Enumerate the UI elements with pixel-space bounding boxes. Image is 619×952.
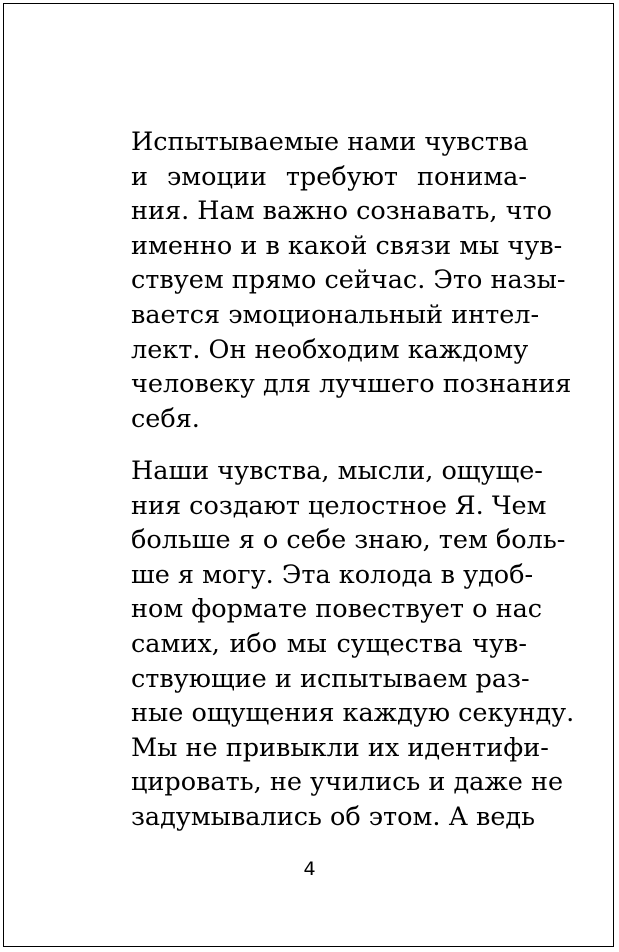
text-line: и эмоции требуют понима- bbox=[131, 161, 527, 192]
text-line: ствуем прямо сейчас. Это назы- bbox=[131, 265, 566, 296]
text-line: ные ощущения каждую секунду. bbox=[131, 698, 575, 729]
text-line: именно и в какой связи мы чув- bbox=[131, 230, 563, 261]
text-line: самих, ибо мы существа чув- bbox=[131, 628, 527, 659]
text-line: ше я могу. Эта колода в удоб- bbox=[131, 559, 534, 590]
text-line: лект. Он необходим каждому bbox=[131, 334, 529, 365]
text-line: себя. bbox=[131, 403, 200, 434]
page-number: 4 bbox=[303, 858, 316, 880]
text-line: Мы не привыкли их идентифи- bbox=[131, 732, 549, 763]
text-line: ния. Нам важно сознавать, что bbox=[131, 196, 552, 227]
text-line: человеку для лучшего познания bbox=[131, 369, 572, 400]
paragraph-1 bbox=[131, 125, 572, 436]
text-line: ствующие и испытываем раз- bbox=[131, 663, 530, 694]
text-line: ния создают целостное Я. Чем bbox=[131, 490, 547, 521]
text-line: Наши чувства, мысли, ощуще- bbox=[131, 456, 543, 486]
text-line: Испытываемые нами чувства bbox=[131, 127, 529, 157]
text-line: цировать, не учились и даже не bbox=[131, 767, 564, 798]
text-line: ном формате повествует о нас bbox=[131, 594, 543, 625]
paragraph-2 bbox=[131, 454, 575, 835]
text-line: вается эмоциональный интел- bbox=[131, 299, 540, 330]
text-line: задумывались об этом. А ведь bbox=[131, 801, 536, 832]
text-line: больше я о себе знаю, тем боль- bbox=[131, 525, 566, 556]
